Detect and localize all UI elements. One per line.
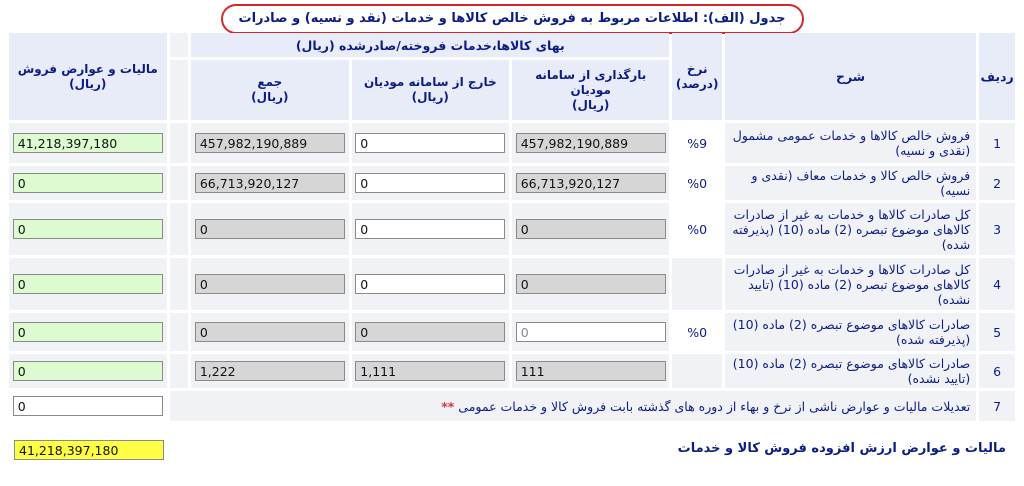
row-rate: %9	[687, 135, 708, 151]
table-row	[9, 166, 1015, 200]
in-system-field[interactable]: 0	[516, 322, 666, 342]
out-system-field[interactable]: 0	[355, 274, 505, 294]
spacer	[170, 166, 189, 200]
row-number: 4	[979, 258, 1015, 310]
out-system-field[interactable]: 0	[355, 322, 505, 342]
total-field[interactable]: 1,222	[195, 361, 345, 381]
row-number: 5	[979, 313, 1015, 351]
row-number: 3	[979, 203, 1015, 255]
spacer	[170, 203, 189, 255]
total-field[interactable]: 0	[195, 322, 345, 342]
table-title: جدول (الف): اطلاعات مربوط به فروش خالص کالاها و خدمات (نقد و نسیه) و صادرات	[221, 4, 804, 34]
tax-field[interactable]: 0	[13, 173, 163, 193]
row-number: 2	[979, 166, 1015, 200]
row-number: 1	[979, 123, 1015, 163]
total-field[interactable]: 0	[195, 219, 345, 239]
spacer	[170, 258, 189, 310]
header-spacer	[170, 60, 189, 120]
header-total: جمع (ریال)	[191, 60, 348, 120]
out-system-field[interactable]: 0	[355, 219, 505, 239]
sales-table	[6, 30, 1018, 424]
in-system-field[interactable]: 0	[516, 274, 666, 294]
total-field[interactable]: 457,982,190,889	[195, 133, 345, 153]
row-description: کل صادرات کالاها و خدمات به غیر از صادرات کالاهای موضوع تبصره (2) ماده (10) (پذیرفته شده)	[725, 203, 976, 255]
total-tax-field[interactable]: 41,218,397,180	[14, 440, 164, 460]
row-rate	[672, 258, 721, 310]
table-row	[9, 258, 1015, 310]
table-row	[9, 313, 1015, 351]
out-system-field[interactable]: 0	[355, 173, 505, 193]
footer-label: مالیات و عوارض ارزش افزوده فروش کالا و خدمات	[677, 441, 1006, 456]
table-row	[9, 354, 1015, 388]
row-description: کل صادرات کالاها و خدمات به غیر از صادرات کالاهای موضوع تبصره (2) ماده (10) (تایید نشده)	[725, 258, 976, 310]
tax-field[interactable]: 0	[13, 322, 163, 342]
total-field[interactable]: 66,713,920,127	[195, 173, 345, 193]
in-system-field[interactable]: 66,713,920,127	[516, 173, 666, 193]
row-description: صادرات کالاهای موضوع تبصره (2) ماده (10) (پذیرفته شده)	[725, 313, 976, 351]
header-rate: نرخ (درصد)	[672, 33, 721, 120]
header-group: بهای کالاها،خدمات فروخته/صادرشده (ریال)	[191, 33, 669, 57]
row-description: فروش خالص کالاها و خدمات عمومی مشمول (نقدی و نسیه)	[725, 123, 976, 163]
header-tax: مالیات و عوارض فروش (ریال)	[9, 33, 167, 120]
required-stars: **	[441, 398, 455, 414]
row-description: فروش خالص کالا و خدمات معاف (نقدی و نسیه)	[725, 166, 976, 200]
spacer	[170, 354, 189, 388]
table-row	[9, 123, 1015, 163]
table-row	[9, 203, 1015, 255]
row-rate: %0	[687, 175, 708, 191]
tax-field[interactable]: 0	[13, 361, 163, 381]
in-system-field[interactable]: 457,982,190,889	[516, 133, 666, 153]
header-spacer	[170, 33, 189, 57]
out-system-field[interactable]: 0	[355, 133, 505, 153]
header-radif: ردیف	[979, 33, 1015, 120]
tax-field[interactable]: 0	[13, 274, 163, 294]
row-rate: %0	[687, 221, 708, 237]
row-number: 7	[979, 391, 1015, 421]
row-number: 6	[979, 354, 1015, 388]
table-row	[9, 391, 1015, 421]
header-out-system: خارج از سامانه مودیان (ریال)	[352, 60, 509, 120]
row-rate: %0	[687, 324, 708, 340]
header-sharh: شرح	[725, 33, 976, 120]
out-system-field[interactable]: 1,111	[355, 361, 505, 381]
tax-field[interactable]: 0	[13, 219, 163, 239]
total-field[interactable]: 0	[195, 274, 345, 294]
spacer	[170, 123, 189, 163]
row-description: صادرات کالاهای موضوع تبصره (2) ماده (10) (تایید نشده)	[725, 354, 976, 388]
spacer	[170, 313, 189, 351]
row-description: تعدیلات مالیات و عوارض ناشی از نرخ و بهاء از دوره های گذشته بابت فروش کالا و خدمات عمومی **	[170, 391, 977, 421]
row-rate	[672, 354, 721, 388]
in-system-field[interactable]: 111	[516, 361, 666, 381]
in-system-field[interactable]: 0	[516, 219, 666, 239]
tax-field[interactable]: 0	[13, 396, 163, 416]
tax-field[interactable]: 41,218,397,180	[13, 133, 163, 153]
header-in-system: بارگذاری از سامانه مودیان (ریال)	[512, 60, 669, 120]
